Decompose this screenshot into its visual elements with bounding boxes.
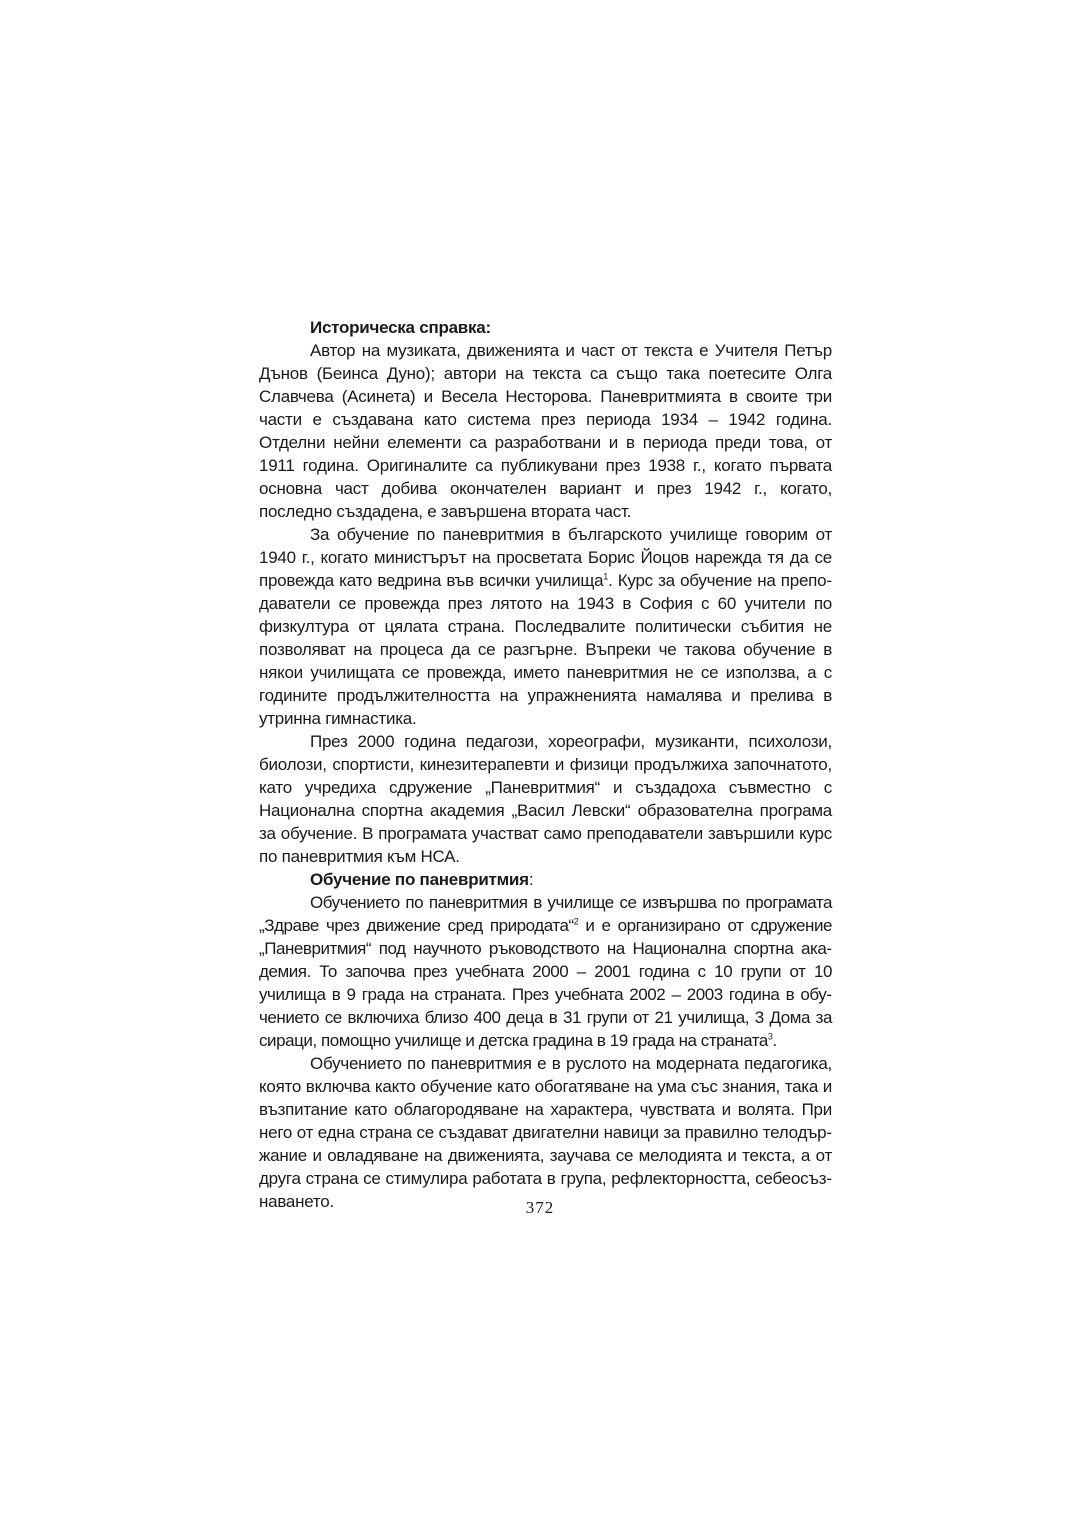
footnote-ref-3: 3 xyxy=(767,1031,773,1042)
section-heading-training-colon: : xyxy=(528,870,534,889)
paragraph-program-part1: Обучението по паневритмия в училище се извършва по програмата „Здраве чрез движение сред природата“ xyxy=(259,893,832,935)
paragraph-author: Автор на музиката, движенията и част от текста е Учителя Петър Дънов (Беинса Дуно); автори на текста са също така поетесите Олга Славчева (Асинета) и Весела Несторова. Паневритмията в своите три части е създавана като система през периода 1934 – 1942 година. Отделни нейни елементи са разработвани и в периода преди това, от 1911 година. Оригиналите са публикувани през 1938 г., когато първата основна част добива окончателен вариант и през 1942 г., когато, последно създадена, е завършена втората част. xyxy=(259,341,832,521)
paragraph-program xyxy=(259,891,832,1052)
page-body xyxy=(259,316,832,1213)
paragraph-school-history xyxy=(259,523,832,730)
footnote-ref-2: 2 xyxy=(573,916,579,927)
section-heading-training xyxy=(259,868,832,891)
paragraph-pedagogy: Обучението по паневритмия е в руслото на модерната педагогика, която включва както обучение като обогатяване на ума със знания, така и възпитание като облагородяване на характера, чувствата и волята. При него от една страна се създават двигателни навици за правилно телодържание и овладяване на движенията, заучава се мелодията и текста, а от друга страна се стимулира работата в група, рефлекторността, себеосъзнаването. xyxy=(259,1054,832,1211)
section-heading-historical: Историческа справка: xyxy=(310,318,491,337)
paragraph-association: През 2000 година педагози, хореографи, музиканти, психолози, биолози, спортисти, кинезитерапевти и физици продължиха започнатото, като учредиха сдружение „Паневритмия“ и създадоха съвместно с Национална спортна академия „Васил Левски“ образователна програма за обучение. В програмата участват само преподаватели завършили курс по паневритмия към НСА. xyxy=(259,732,832,866)
paragraph-program-part2: и е организирано от сдружение „Паневритмия“ под научното ръководството на Национална спортна академия. То започва през учебната 2000 – 2001 година с 10 групи от 10 училища в 9 града на страната. През учебната 2002 – 2003 година в обучението се включиха близо 400 деца в 31 групи от 21 училища, 3 Дома за сираци, помощно училище и детска градина в 19 града на страната xyxy=(259,916,833,1050)
footnote-ref-1: 1 xyxy=(603,571,609,582)
section-heading-training-label: Обучение по паневритмия xyxy=(310,870,529,889)
paragraph-program-part3: . xyxy=(772,1031,777,1050)
page-number: 372 xyxy=(525,1198,555,1217)
paragraph-school-history-part2: . Курс за обучение на преподаватели се провежда през лятото на 1943 в София с 60 учители по физкултура от цялата страна. Последвалите политически събития не позволяват на процеса да се разгърне. Въпреки че такова обучение в някои училищата се провежда, името паневритмия не се използва, а с годините продължителността на упражненията намалява и прелива в утринна гимнастика. xyxy=(259,571,832,728)
paragraph-school-history-part1: За обучение по паневритмия в българското училище говорим от 1940 г., когато министърът на просветата Борис Йоцов нарежда тя да се провежда като ведрина във всички училища xyxy=(259,525,832,590)
